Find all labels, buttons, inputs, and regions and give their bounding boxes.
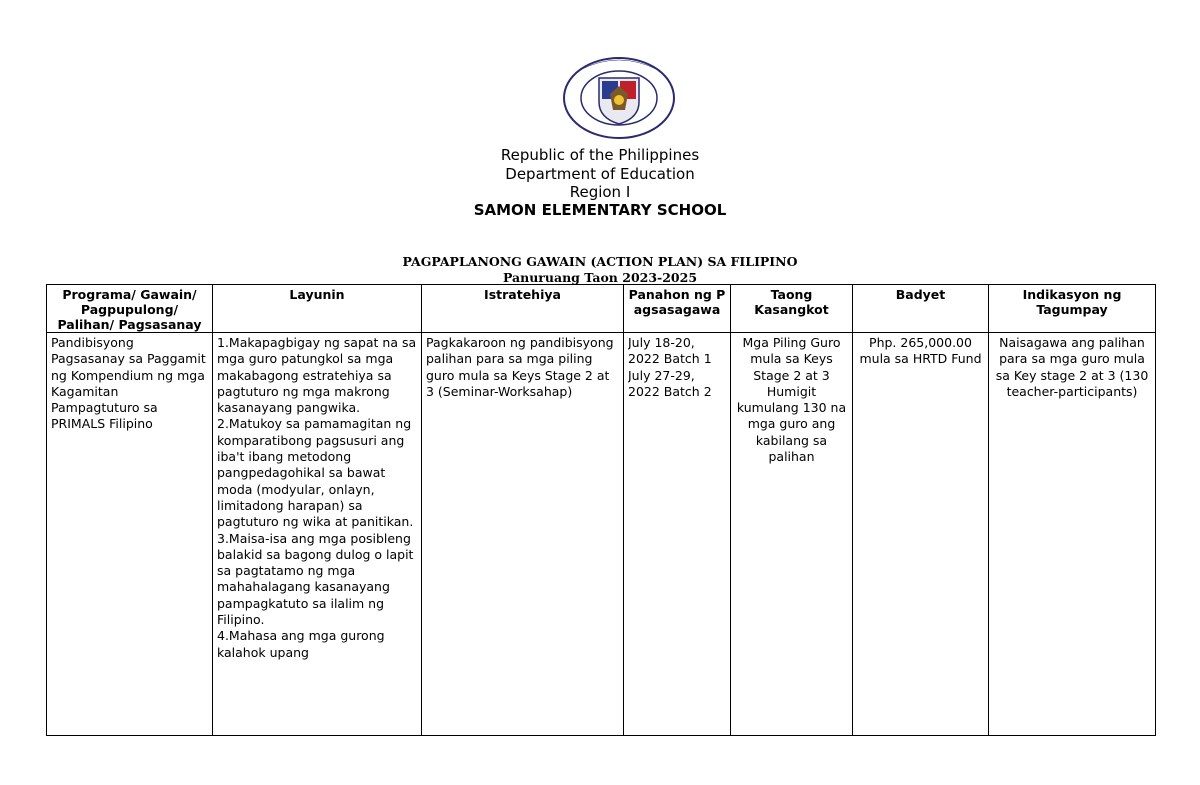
action-plan-table	[46, 284, 1156, 736]
col-header-indikasyon: Indikasyon ng Tagumpay	[989, 285, 1156, 333]
panahon-item: July 18-20, 2022 Batch 1	[628, 335, 712, 367]
plan-title: PAGPAPLANONG GAWAIN (ACTION PLAN) SA FILIPINO	[402, 254, 798, 269]
layunin-item: 3.Maisa-isa ang mga posibleng balakid sa bagong dulog o lapit sa pagtatamo ng mga mahahalagang kasanayang pampagkatuto sa ilalim ng Filipino.	[217, 530, 414, 628]
header-department: Department of Education	[505, 165, 695, 183]
panahon-list	[628, 335, 726, 735]
cell-indikasyon	[989, 333, 1156, 736]
cell-badyet	[853, 333, 989, 736]
header-school: SAMON ELEMENTARY SCHOOL	[473, 201, 727, 219]
taong-kasangkot-list	[735, 335, 848, 735]
taong-kasangkot-item: Humigit kumulang 130 na mga guro ang kabilang sa palihan	[736, 383, 847, 465]
cell-panahon	[624, 333, 731, 736]
deped-seal	[562, 56, 676, 140]
layunin-item: 4.Mahasa ang mga gurong kalahok upang	[217, 628, 385, 660]
taong-kasangkot-item: Mga Piling Guro mula sa Keys Stage 2 at 3	[742, 335, 841, 383]
table-row	[47, 333, 1156, 736]
programa-text: Pandibisyong Pagsasanay sa Paggamit ng Kompendium ng mga Kagamitan Pampagtuturo sa PRIMALS Filipino	[51, 335, 206, 432]
cell-istratehiya	[422, 333, 624, 736]
badyet-text: Php. 265,000.00 mula sa HRTD Fund	[859, 335, 982, 367]
layunin-item: 2.Matukoy sa pamamagitan ng komparatibong pagsusuri ang iba't ibang metodong pangpedagohikal sa bawat moda (modyular, onlayn, limitadong harapan) sa pagtuturo ng wika at panitikan.	[217, 416, 414, 530]
indikasyon-text: Naisagawa ang palihan para sa mga guro mula sa Key stage 2 at 3 (130 teacher-participants)	[995, 335, 1149, 399]
col-header-programa: Programa/ Gawain/ Pagpupulong/ Palihan/ Pagsasanay	[47, 285, 213, 333]
layunin-item: 1.Makapagbigay ng sapat na sa mga guro patungkol sa mga makabagong estratehiya sa pagtuturo ng mga makrong kasanayang pangwika.	[217, 335, 417, 416]
col-header-badyet: Badyet	[853, 285, 989, 333]
col-header-taong-kasangkot: Taong Kasangkot	[731, 285, 853, 333]
plan-year: Panuruang Taon 2023-2025	[502, 270, 698, 285]
header-region: Region I	[569, 183, 631, 201]
cell-taong-kasangkot	[731, 333, 853, 736]
table-header-row	[47, 285, 1156, 333]
cell-programa	[47, 333, 213, 736]
deped-seal-icon	[562, 56, 676, 140]
header-republic: Republic of the Philippines	[500, 146, 700, 164]
col-header-layunin: Layunin	[213, 285, 422, 333]
col-header-istratehiya: Istratehiya	[422, 285, 624, 333]
istratehiya-text: Pagkakaroon ng pandibisyong palihan para sa mga piling guro mula sa Keys Stage 2 at 3 (Seminar-Worksahap)	[426, 335, 614, 399]
panahon-item: July 27-29, 2022 Batch 2	[628, 367, 712, 399]
cell-layunin	[213, 333, 422, 736]
layunin-list	[217, 335, 417, 735]
col-header-panahon: Panahon ng Pagsasagawa	[624, 285, 731, 333]
